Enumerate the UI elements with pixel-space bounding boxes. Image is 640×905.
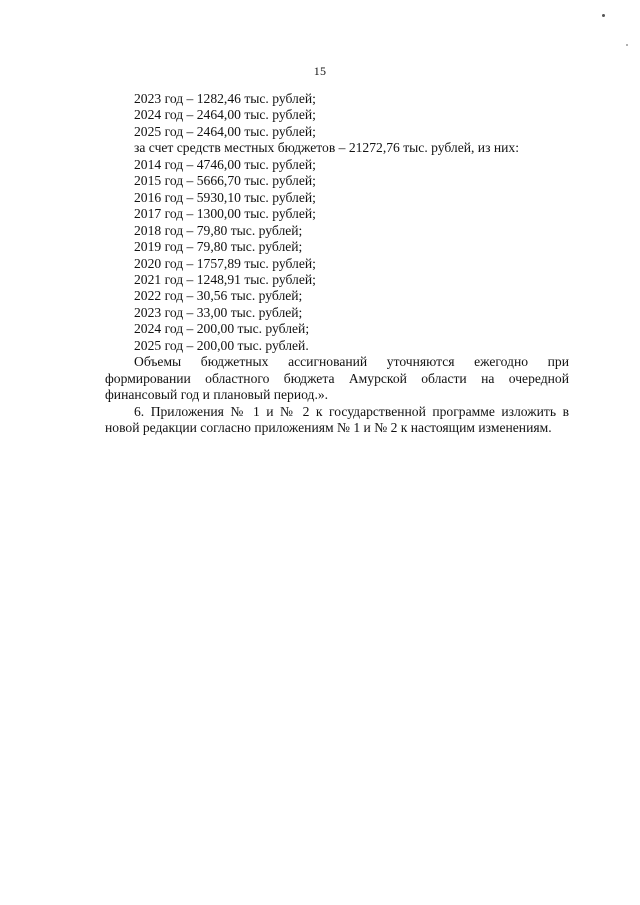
scan-artifact-dot (626, 44, 628, 46)
funding-list-top (105, 91, 569, 140)
list-item: 2021 год – 1248,91 тыс. рублей; (134, 271, 316, 287)
list-item: 2020 год – 1757,89 тыс. рублей; (134, 255, 316, 271)
paragraph-line: новой редакции согласно приложениям № 1 и № 2 к настоящим изменениям. (105, 420, 552, 436)
list-item: 2024 год – 200,00 тыс. рублей; (134, 321, 310, 337)
scan-artifact-dot (602, 14, 605, 17)
page-number: 15 (313, 64, 327, 78)
list-item: 2022 год – 30,56 тыс. рублей; (134, 288, 303, 304)
paragraph-appendix-item-6 (105, 404, 569, 437)
list-item: 2014 год – 4746,00 тыс. рублей; (134, 156, 316, 172)
paragraph-line: 6. Приложения № 1 и № 2 к государственной программе изложить в (134, 403, 569, 419)
local-budget-heading: за счет средств местных бюджетов – 21272,76 тыс. рублей, из них: (134, 140, 519, 156)
list-item: 2017 год – 1300,00 тыс. рублей; (134, 206, 316, 222)
paragraph-line: Объемы бюджетных ассигнований уточняются ежегодно при (134, 354, 569, 370)
list-item: 2015 год – 5666,70 тыс. рублей; (134, 173, 316, 189)
list-item: 2025 год – 2464,00 тыс. рублей; (134, 123, 316, 139)
list-item: 2024 год – 2464,00 тыс. рублей; (134, 107, 316, 123)
list-item: 2023 год – 33,00 тыс. рублей; (134, 304, 303, 320)
paragraph-line: финансовый год и плановый период.». (105, 387, 329, 403)
list-item: 2023 год – 1282,46 тыс. рублей; (134, 91, 316, 106)
list-item: 2025 год – 200,00 тыс. рублей. (134, 337, 309, 353)
paragraph-budget-volumes (105, 354, 569, 403)
list-item: 2016 год – 5930,10 тыс. рублей; (134, 189, 316, 205)
list-item: 2018 год – 79,80 тыс. рублей; (134, 222, 303, 238)
paragraph-line: формировании областного бюджета Амурской области на очередной (105, 370, 569, 386)
funding-list-local (105, 157, 569, 354)
list-item: 2019 год – 79,80 тыс. рублей; (134, 239, 303, 255)
document-body (105, 91, 569, 437)
